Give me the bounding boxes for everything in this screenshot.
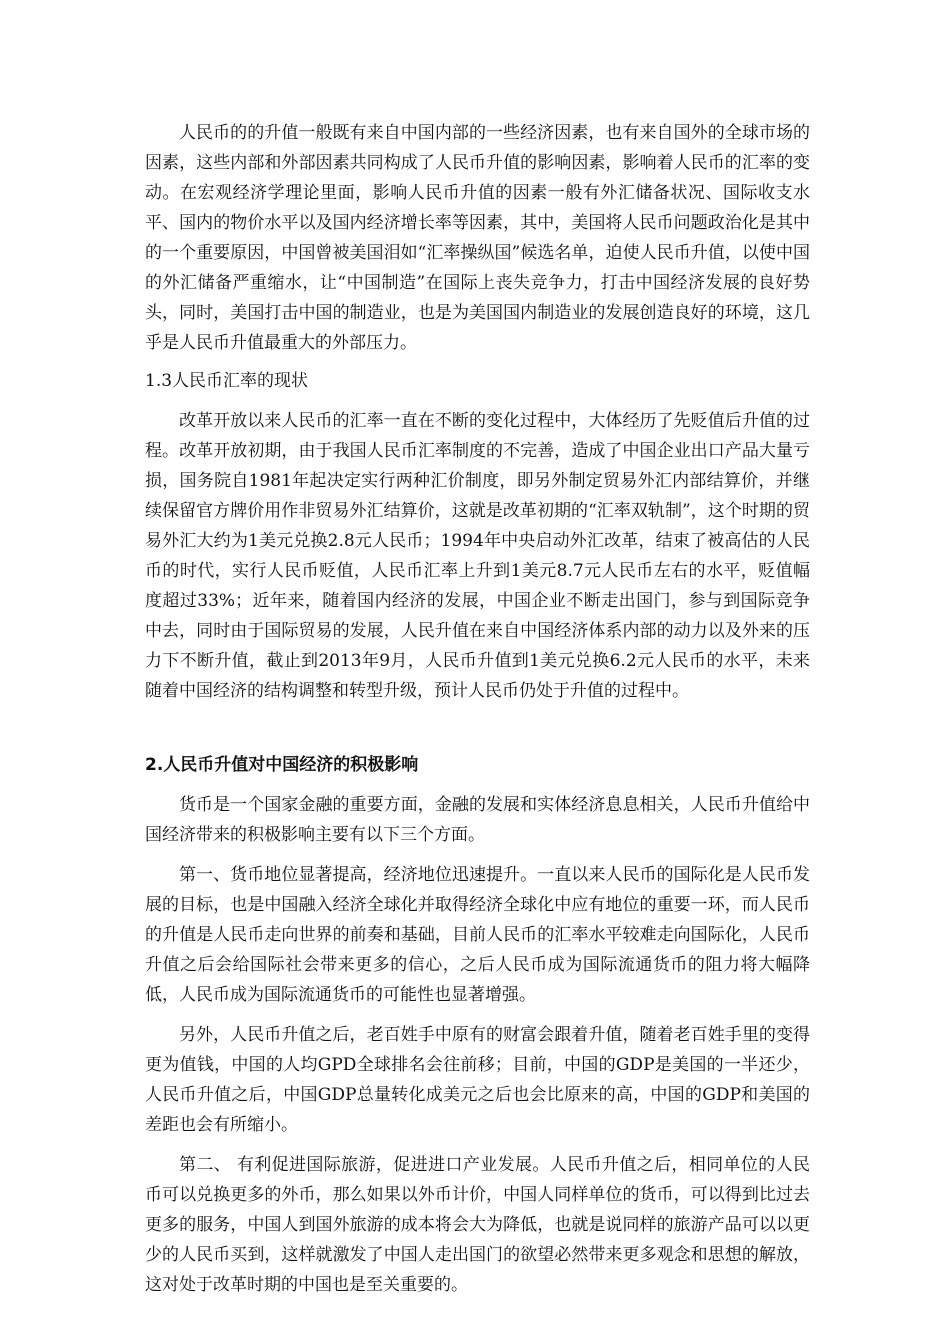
paragraph-rmb-appreciation-factors: 人民币的的升值一般既有来自中国内部的一些经济因素，也有来自国外的全球市场的因素，这些内部和外部因素共同构成了人民币升值的影响因素，影响着人民币的汇率的变动。在宏观经济学理论里面，影响人民币升值的因素一般有外汇储备状况、国际收支水平、国内的物价水平以及国内经济增长率等因素，其中，美国将人民币问题政治化是其中的一个重要原因，中国曾被美国泪如“汇率操纵国”候选名单，迫使人民币升值，以使中国的外汇储备严重缩水，让“中国制造”在国际上丧失竞争力，打击中国经济发展的良好势头，同时，美国打击中国的制造业，也是为美国国内制造业的发展创造良好的环境，这几乎是人民币升值最重大的外部压力。 (145, 123, 810, 353)
paragraph-tourism-import: 第二、 有利促进国际旅游，促进进口产业发展。人民币升值之后，相同单位的人民币可以兑换更多的外币，那么如果以外币计价，中国人同样单位的货币，可以得到比过去更多的服务，中国人到国外旅游的成本将会大为降低，也就是说同样的旅游产品可以以更少的人民币买到，这样就激发了中国人走出国门的欲望必然带来更多观念和思想的解放，这对处于改革时期的中国也是至关重要的。 (145, 1155, 810, 1295)
paragraph-positive-effects-intro: 货币是一个国家金融的重要方面，金融的发展和实体经济息息相关，人民币升值给中国经济带来的积极影响主要有以下三个方面。 (145, 795, 810, 845)
paragraph-currency-status: 第一、货币地位显著提高，经济地位迅速提升。一直以来人民币的国际化是人民币发展的目标，也是中国融入经济全球化并取得经济全球化中应有地位的重要一环，而人民币的升值是人民币走向世界的前奏和基础，目前人民币的汇率水平较难走向国际化，人民币升值之后会给国际社会带来更多的信心，之后人民币成为国际流通货币的阻力将大幅降低，人民币成为国际流通货币的可能性也显著增强。 (145, 865, 810, 1005)
document-page (145, 118, 810, 1300)
paragraph-gdp-effect: 另外，人民币升值之后，老百姓手中原有的财富会跟着升值，随着老百姓手里的变得更为值钱，中国的人均GPD全球排名会往前移；目前，中国的GDP是美国的一半还少，人民币升值之后，中国GDP总量转化成美元之后也会比原来的高，中国的GDP和美国的差距也会有所缩小。 (145, 1025, 810, 1135)
section-heading-1-3: 1.3人民币汇率的现状 (145, 371, 309, 391)
paragraph-exchange-rate-status: 改革开放以来人民币的汇率一直在不断的变化过程中，大体经历了先贬值后升值的过程。改革开放初期，由于我国人民币汇率制度的不完善，造成了中国企业出口产品大量亏损，国务院自1981年起决定实行两种汇价制度，即另外制定贸易外汇内部结算价，并继续保留官方牌价用作非贸易外汇结算价，这就是改革初期的“汇率双轨制”，这个时期的贸易外汇大约为1美元兑换2.8元人民币；1994年中央启动外汇改革，结束了被高估的人民币的时代，实行人民币贬值，人民币汇率上升到1美元8.7元人民币左右的水平，贬值幅度超过33%；近年来，随着国内经济的发展，中国企业不断走出国门，参与到国际竞争中去，同时由于国际贸易的发展，人民升值在来自中国经济体系内部的动力以及外来的压力下不断升值，截止到2013年9月，人民币升值到1美元兑换6.2元人民币的水平，未来随着中国经济的结构调整和转型升级，预计人民币仍处于升值的过程中。 (145, 411, 810, 701)
section-heading-2: 2.人民币升值对中国经济的积极影响 (145, 755, 419, 775)
